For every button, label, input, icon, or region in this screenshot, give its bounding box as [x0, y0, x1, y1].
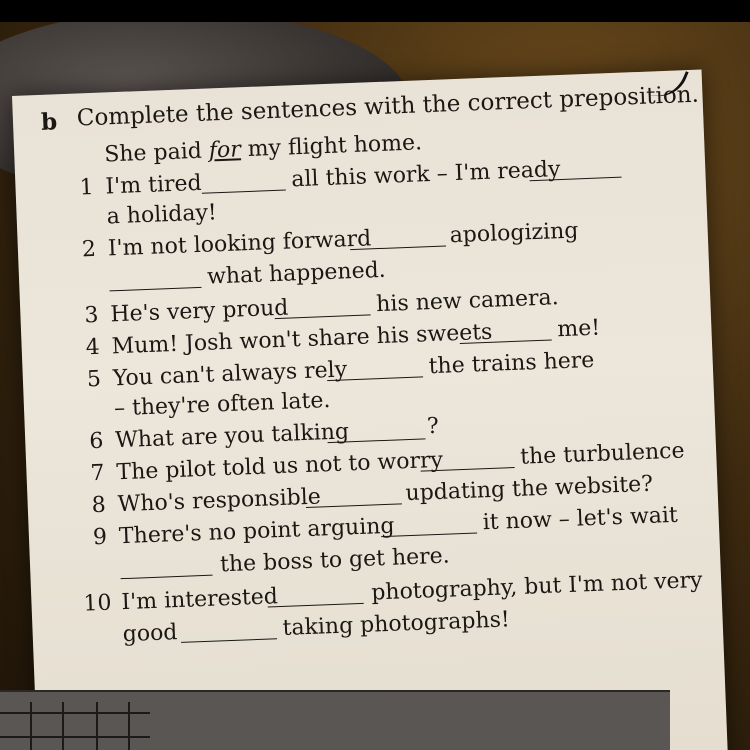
item-text: Who's responsible — [117, 484, 322, 518]
exercise-instruction: Complete the sentences with the correct preposition. — [76, 81, 700, 132]
example-text-after: my flight home. — [240, 130, 423, 163]
item-text: Mum! Josh won't share his sweets — [111, 319, 493, 360]
item-text: The pilot told us not to worry — [116, 447, 444, 486]
item-text: all this work – I'm ready — [290, 157, 561, 193]
item-number: 3 — [84, 302, 99, 329]
illustration-grid-line — [128, 702, 130, 750]
item-text: the trains here — [428, 347, 595, 380]
item-text: ? — [426, 413, 440, 440]
item-text: I'm tired — [105, 170, 203, 200]
item-number: 2 — [81, 236, 97, 263]
answer-blank[interactable] — [268, 603, 364, 608]
example-text-before: She paid — [103, 138, 210, 168]
illustration-grid-line — [96, 702, 98, 750]
illustration-grid-line — [30, 702, 32, 750]
item-text: – they're often late. — [113, 388, 331, 422]
item-number: 6 — [88, 428, 104, 455]
item-number: 5 — [86, 366, 102, 393]
answer-blank[interactable] — [202, 190, 286, 194]
item-number: 1 — [79, 174, 95, 201]
item-number: 4 — [85, 334, 101, 361]
worksheet-page — [12, 70, 729, 750]
item-number: 8 — [91, 492, 107, 519]
example-sentence — [104, 132, 422, 166]
item-text: updating the website? — [405, 471, 654, 507]
answer-blank[interactable] — [110, 287, 202, 292]
item-text: He's very proud — [109, 295, 289, 328]
item-text: apologizing — [449, 218, 579, 249]
item-text: There's no point arguing — [118, 513, 395, 550]
item-number: 7 — [90, 460, 106, 487]
item-text: What are you talking — [114, 419, 350, 454]
answer-blank[interactable] — [181, 638, 277, 643]
item-text: the boss to get here. — [219, 543, 451, 578]
answer-blank[interactable] — [121, 575, 213, 580]
exercise-letter: b — [40, 108, 58, 136]
item-text: it now – let's wait — [482, 502, 679, 536]
illustration-grid-line — [62, 702, 64, 750]
item-text: good — [122, 620, 178, 648]
item-text: I'm interested — [121, 584, 279, 616]
top-black-bar — [0, 0, 750, 22]
cartoon-illustration-strip — [0, 690, 670, 750]
answer-blank[interactable] — [275, 314, 371, 319]
item-text: You can't always rely — [112, 357, 348, 392]
item-text: what happened. — [206, 257, 387, 290]
item-text: the turbulence — [519, 438, 685, 470]
item-text: me! — [556, 315, 601, 343]
item-text: his new camera. — [375, 285, 560, 318]
item-number: 9 — [92, 524, 108, 551]
item-text: I'm not looking forward — [107, 226, 372, 262]
item-number: 10 — [83, 590, 113, 617]
item-text: a holiday! — [106, 200, 218, 230]
item-text: photography, but I'm not very — [370, 567, 703, 606]
answer-blank[interactable] — [381, 532, 477, 537]
item-text: taking photographs! — [282, 607, 511, 641]
example-answer: for — [208, 137, 242, 164]
